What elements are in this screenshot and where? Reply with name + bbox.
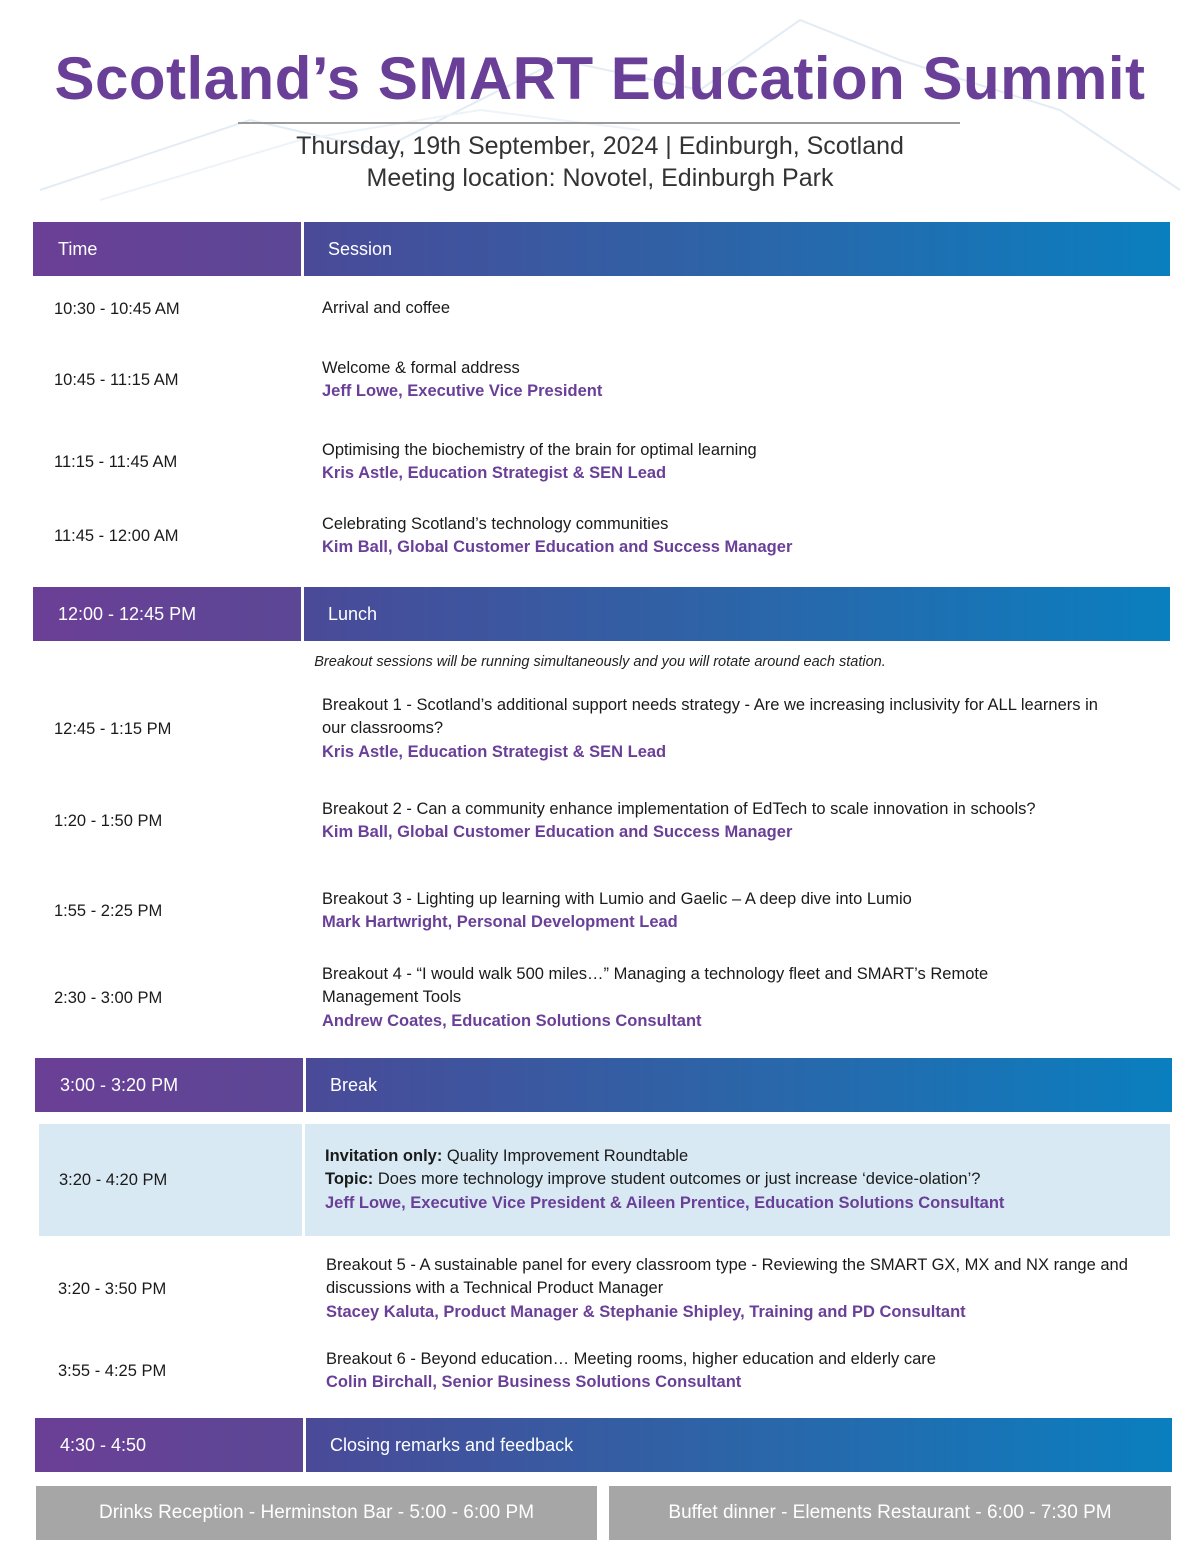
session-time: 4:30 - 4:50 bbox=[35, 1418, 303, 1472]
agenda-row bbox=[40, 350, 1170, 410]
page-title: Scotland’s SMART Education Summit bbox=[54, 45, 1146, 112]
session-time: 2:30 - 3:00 PM bbox=[54, 988, 163, 1007]
session-title: Optimising the biochemistry of the brain for optimal learning bbox=[322, 440, 757, 459]
session-time: 1:55 - 2:25 PM bbox=[54, 901, 163, 920]
session-speaker: Colin Birchall, Senior Business Solutions Consultant bbox=[326, 1373, 742, 1391]
session-speaker: Jeff Lowe, Executive Vice President & Aileen Prentice, Education Solutions Consultant bbox=[325, 1193, 1005, 1212]
time-column-header: Time bbox=[33, 222, 301, 276]
session-speaker: Kris Astle, Education Strategist & SEN Lead bbox=[322, 464, 667, 482]
session-title: Celebrating Scotland’s technology communities bbox=[322, 514, 669, 533]
mountain-background-illustration bbox=[0, 0, 1200, 230]
invitation-label: Invitation only: bbox=[325, 1146, 443, 1165]
session-time: 1:20 - 1:50 PM bbox=[54, 811, 163, 830]
agenda-row bbox=[40, 690, 1170, 768]
session-speaker: Andrew Coates, Education Solutions Consultant bbox=[322, 1011, 702, 1030]
session-title: Breakout 1 - Scotland’s additional support needs strategy - Are we increasing inclusivity for ALL learners in our classrooms? bbox=[322, 695, 1098, 738]
session-time: 3:20 - 4:20 PM bbox=[39, 1124, 302, 1236]
break-bar bbox=[35, 1058, 1172, 1112]
session-time: 3:55 - 4:25 PM bbox=[58, 1361, 167, 1380]
session-title: Breakout 2 - Can a community enhance implementation of EdTech to scale innovation in schools? bbox=[322, 799, 1036, 818]
session-title: Break bbox=[306, 1058, 1172, 1112]
session-title: Breakout 3 - Lighting up learning with Lumio and Gaelic – A deep dive into Lumio bbox=[322, 889, 912, 908]
closing-bar bbox=[35, 1418, 1172, 1472]
buffet-dinner-box: Buffet dinner - Elements Restaurant - 6:00 - 7:30 PM bbox=[609, 1486, 1171, 1540]
agenda-row bbox=[44, 1345, 1174, 1397]
session-time: 3:00 - 3:20 PM bbox=[35, 1058, 303, 1112]
session-speaker: Mark Hartwright, Personal Development Lead bbox=[322, 913, 678, 931]
table-header bbox=[33, 222, 1170, 276]
session-title: Breakout 5 - A sustainable panel for every classroom type - Reviewing the SMART GX, MX and NX range and discussions with a Technical Product Manager bbox=[326, 1255, 1128, 1298]
agenda-row bbox=[40, 432, 1170, 492]
session-title: Quality Improvement Roundtable bbox=[442, 1146, 689, 1165]
lunch-bar bbox=[33, 587, 1170, 641]
agenda-row bbox=[40, 880, 1170, 942]
session-time: 12:00 - 12:45 PM bbox=[33, 587, 301, 641]
session-time: 10:45 - 11:15 AM bbox=[54, 370, 179, 389]
event-date: Thursday, 19th September, 2024 | Edinburgh, Scotland bbox=[296, 132, 904, 160]
session-speaker: Jeff Lowe, Executive Vice President bbox=[322, 382, 603, 400]
agenda-row bbox=[40, 790, 1170, 852]
topic-label: Topic: bbox=[325, 1170, 374, 1189]
agenda-row bbox=[40, 279, 1170, 339]
session-speaker: Kris Astle, Education Strategist & SEN Lead bbox=[322, 742, 667, 761]
roundtable-row bbox=[39, 1124, 1170, 1236]
session-title: Closing remarks and feedback bbox=[306, 1418, 1172, 1472]
session-speaker: Stacey Kaluta, Product Manager & Stephanie Shipley, Training and PD Consultant bbox=[326, 1302, 966, 1321]
session-time: 10:30 - 10:45 AM bbox=[54, 299, 180, 318]
agenda-row bbox=[40, 960, 1170, 1036]
session-title: Breakout 6 - Beyond education… Meeting rooms, higher education and elderly care bbox=[326, 1349, 936, 1368]
session-title: Lunch bbox=[304, 587, 1170, 641]
title-divider bbox=[238, 122, 960, 124]
session-time: 11:45 - 12:00 AM bbox=[54, 526, 179, 545]
session-title: Breakout 4 - “I would walk 500 miles…” Managing a technology fleet and SMART’s Remote Management Tools bbox=[322, 964, 989, 1007]
event-location: Meeting location: Novotel, Edinburgh Park bbox=[366, 164, 834, 192]
session-speaker: Kim Ball, Global Customer Education and Success Manager bbox=[322, 823, 793, 841]
agenda-row bbox=[44, 1250, 1174, 1328]
session-time: 3:20 - 3:50 PM bbox=[58, 1279, 167, 1298]
session-topic: Does more technology improve student outcomes or just increase ‘device-olation’? bbox=[373, 1170, 981, 1189]
session-speaker: Kim Ball, Global Customer Education and Success Manager bbox=[322, 538, 793, 556]
session-time: 11:15 - 11:45 AM bbox=[54, 452, 178, 471]
agenda-row bbox=[40, 506, 1170, 566]
session-title: Welcome & formal address bbox=[322, 358, 520, 377]
breakout-note: Breakout sessions will be running simultaneously and you will rotate around each station. bbox=[314, 654, 886, 670]
session-title: Arrival and coffee bbox=[322, 299, 451, 318]
session-time: 12:45 - 1:15 PM bbox=[54, 719, 172, 738]
session-column-header: Session bbox=[304, 222, 1170, 276]
drinks-reception-box: Drinks Reception - Herminston Bar - 5:00 - 6:00 PM bbox=[36, 1486, 597, 1540]
